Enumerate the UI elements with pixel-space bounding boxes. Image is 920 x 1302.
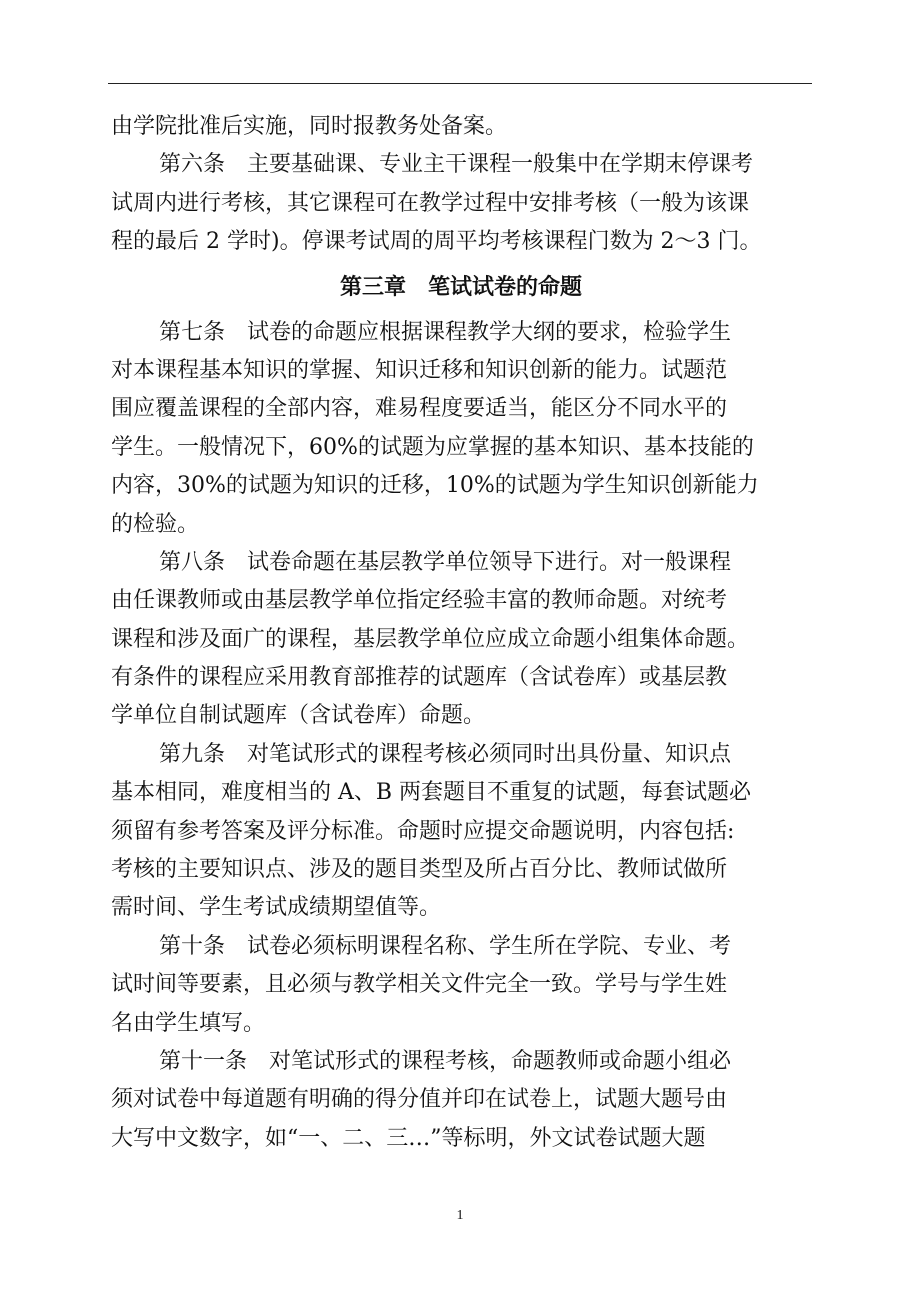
text-line: 围应覆盖课程的全部内容，难易程度要适当，能区分不同水平的 <box>111 396 728 422</box>
section-after-chapter <box>111 314 811 1159</box>
text-line: 名由学生填写。 <box>111 1010 266 1036</box>
text-line: 第六条 主要基础课、专业主干课程一般集中在学期末停课考 <box>159 152 754 178</box>
text-line: 第十条 试卷必须标明课程名称、学生所在学院、专业、考 <box>159 933 732 959</box>
text-line: 程的最后 2 学时)。停课考试周的周平均考核课程门数为 2～3 门。 <box>111 229 762 255</box>
text-line: 内容，30%的试题为知识的迁移，10%的试题为学生知识创新能力 <box>111 473 759 499</box>
text-line: 须对试卷中每道题有明确的得分值并印在试卷上，试题大题号由 <box>111 1087 728 1113</box>
text-line: 第八条 试卷命题在基层教学单位领导下进行。对一般课程 <box>159 549 732 575</box>
text-line: 大写中文数字，如“一、二、三…”等标明，外文试卷试题大题 <box>111 1125 706 1151</box>
page-number: 1 <box>456 1208 464 1223</box>
text-line: 学单位自制试题库（含试卷库）命题。 <box>111 703 486 729</box>
text-line: 课程和涉及面广的课程，基层教学单位应成立命题小组集体命题。 <box>111 626 750 652</box>
text-line: 基本相同，难度相当的 A、B 两套题目不重复的试题，每套试题必 <box>111 780 752 806</box>
text-line: 第七条 试卷的命题应根据课程教学大纲的要求，检验学生 <box>159 319 732 345</box>
text-line: 试时间等要素，且必须与教学相关文件完全一致。学号与学生姓 <box>111 972 728 998</box>
text-line: 需时间、学生考试成绩期望值等。 <box>111 895 442 921</box>
text-line: 有条件的课程应采用教育部推荐的试题库（含试卷库）或基层教 <box>111 665 728 691</box>
document-body <box>111 108 811 1158</box>
text-line: 对本课程基本知识的掌握、知识迁移和知识创新的能力。试题范 <box>111 357 728 383</box>
text-line: 由任课教师或由基层教学单位指定经验丰富的教师命题。对统考 <box>111 588 728 614</box>
text-line: 的检验。 <box>111 511 200 537</box>
text-line: 试周内进行考核，其它课程可在教学过程中安排考核（一般为该课 <box>111 190 750 216</box>
text-line: 考核的主要知识点、涉及的题目类型及所占百分比、教师试做所 <box>111 857 728 883</box>
text-line: 学生。一般情况下，60%的试题为应掌握的基本知识、基本技能的 <box>111 434 754 460</box>
text-line: 由学院批准后实施，同时报教务处备案。 <box>111 114 508 139</box>
header-rule <box>108 83 812 84</box>
text-line: 第九条 对笔试形式的课程考核必须同时出具份量、知识点 <box>159 741 732 767</box>
text-line: 须留有参考答案及评分标准。命题时应提交命题说明，内容包括: <box>111 818 735 844</box>
chapter-title: 第三章 笔试试卷的命题 <box>339 274 582 300</box>
text-line: 第十一条 对笔试形式的课程考核，命题教师或命题小组必 <box>159 1048 732 1074</box>
section-before-chapter <box>111 108 811 262</box>
